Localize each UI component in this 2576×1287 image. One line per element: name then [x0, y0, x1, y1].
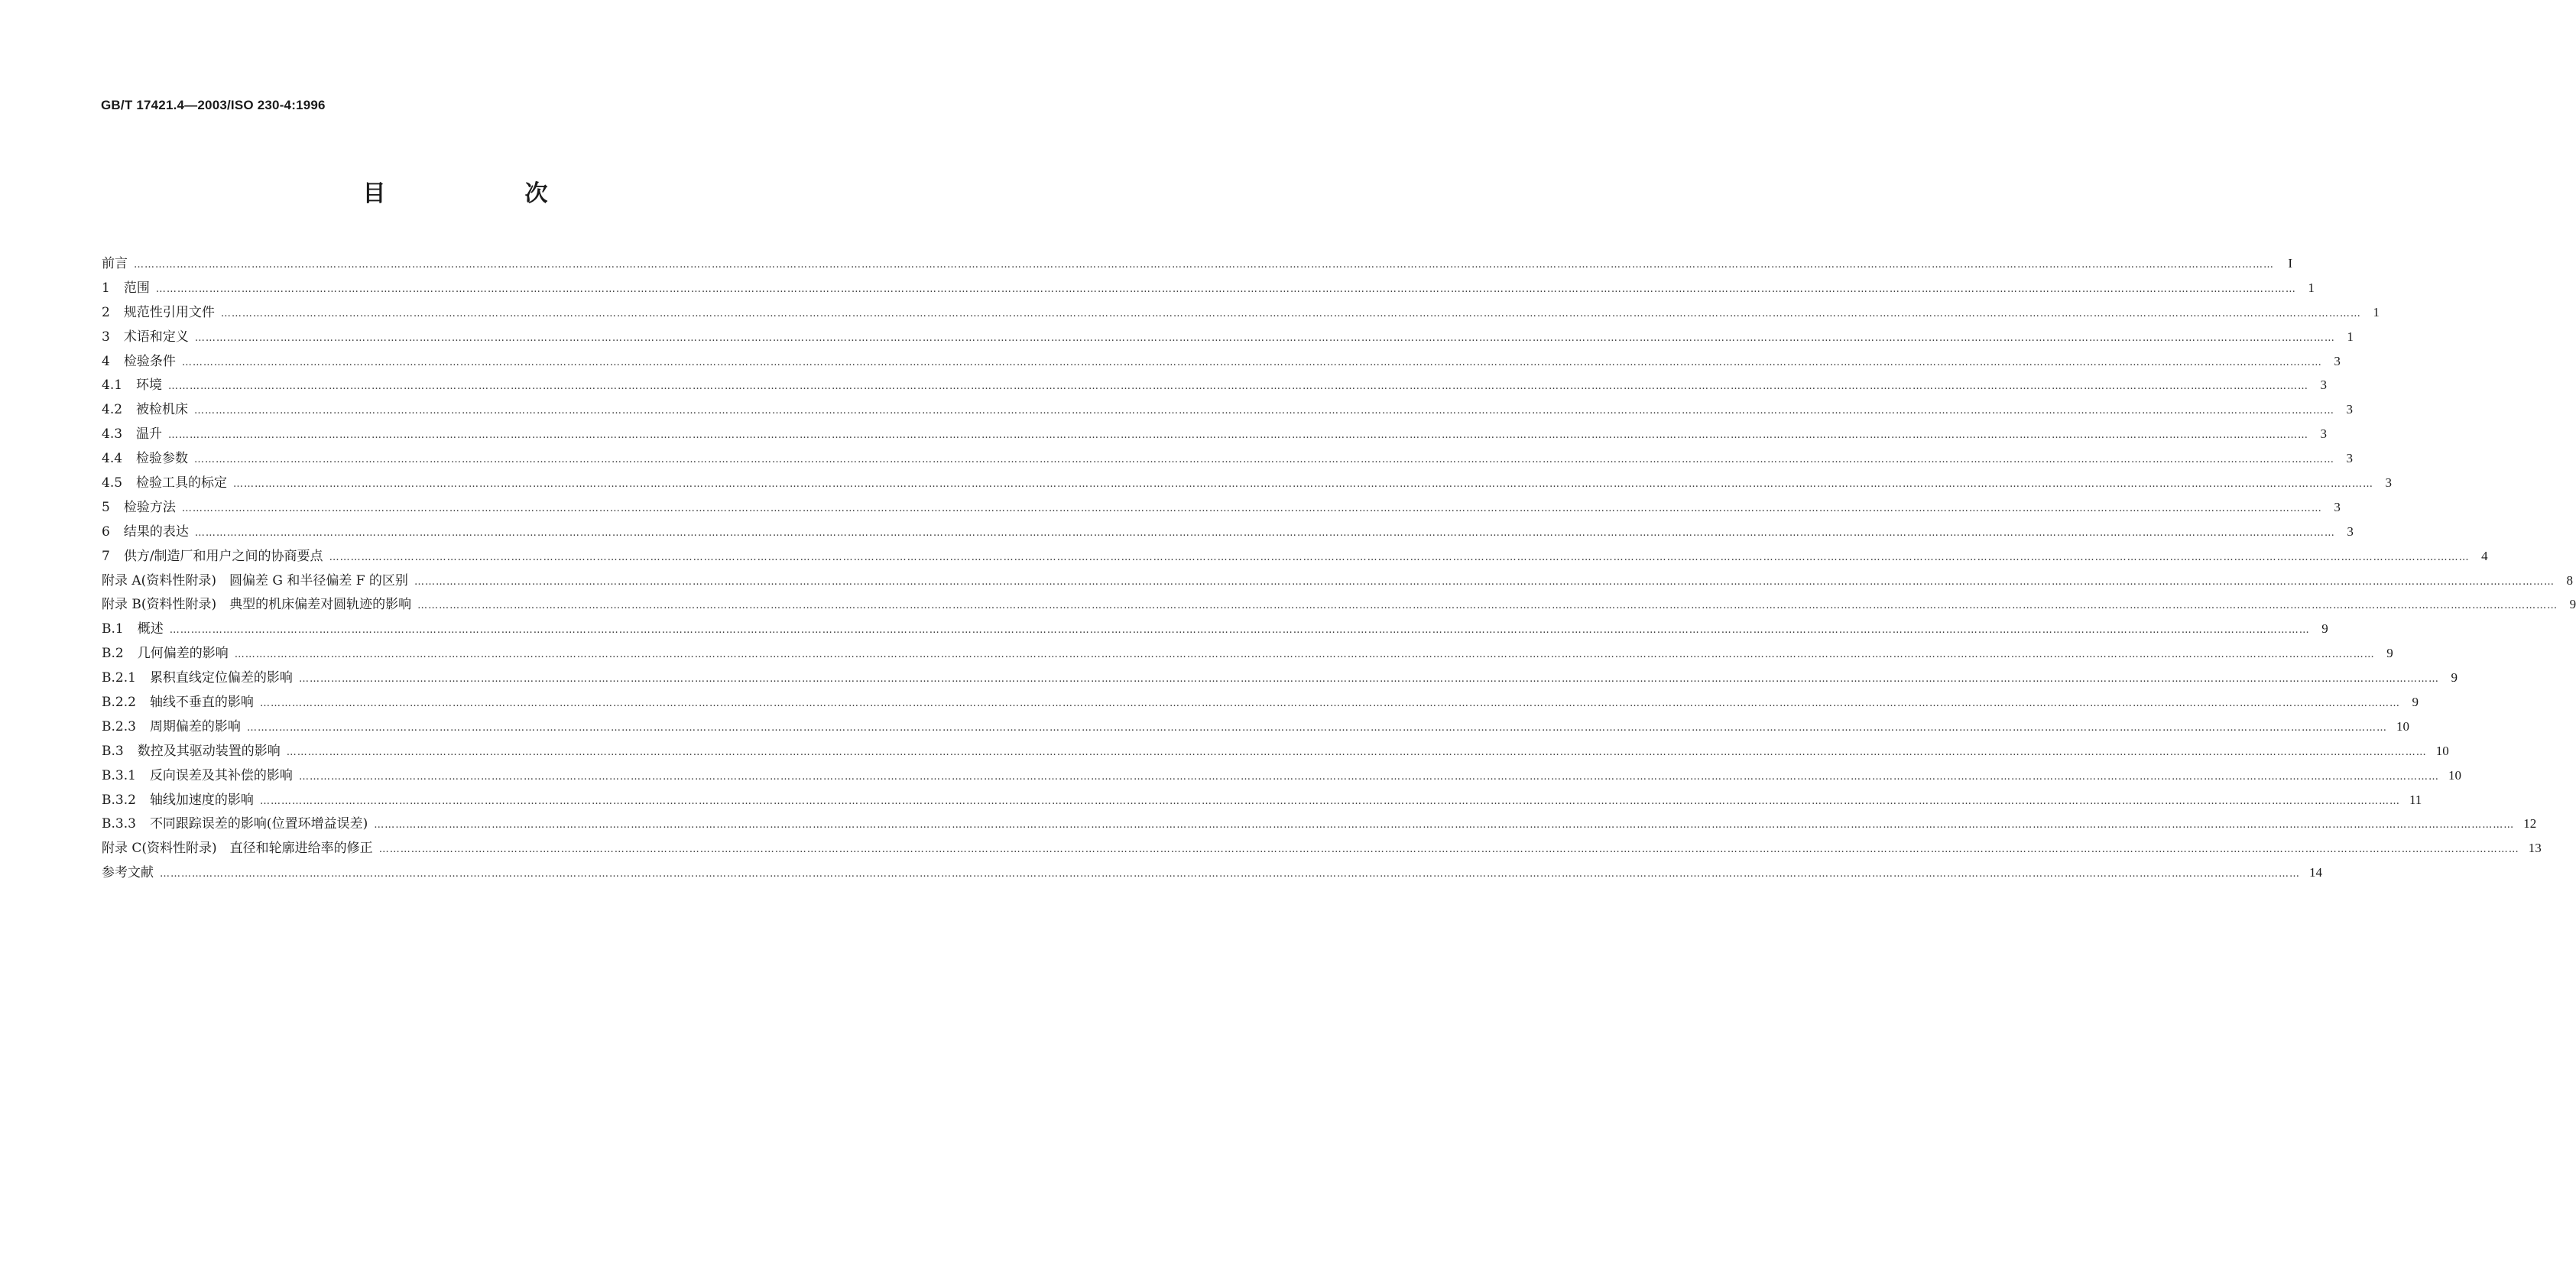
toc-entry[interactable]	[102, 374, 2328, 398]
toc-entry-number: B.2.3	[102, 718, 136, 734]
toc-entry-label	[102, 374, 168, 393]
toc-entry[interactable]	[102, 423, 2328, 447]
toc-page-number: 3	[2347, 524, 2354, 539]
toc-entry-label	[102, 691, 260, 710]
toc-page-number: 4	[2481, 548, 2488, 563]
toc-entry-label	[102, 520, 195, 540]
toc-entry[interactable]	[102, 691, 2419, 715]
toc-entry-label	[102, 764, 299, 783]
toc-leader-dots: ……………………………………………………………………………………………………………………………………………………………………………………………………………………………………………………………………………………………………………………………………………………………………………………………………………………………………………………………………………………………………………………………………………………	[169, 624, 2310, 637]
toc-entry[interactable]	[102, 447, 2354, 472]
toc-leader-dots: ……………………………………………………………………………………………………………………………………………………………………………………………………………………………………………………………………………………………………………………………………………………………………………………………………………………………………………………………………………………………………………………………………………………	[220, 307, 2361, 319]
toc-page-number: 3	[2320, 378, 2328, 393]
toc-leader-dots: ……………………………………………………………………………………………………………………………………………………………………………………………………………………………………………………………………………………………………………………………………………………………………………………………………………………………………………………………………………………………………………………………………………………	[194, 332, 2335, 344]
toc-entry[interactable]	[102, 812, 2537, 837]
toc-entry-title: 检验条件	[123, 353, 176, 369]
toc-entry-title: 参考文献	[102, 865, 154, 881]
toc-leader-dots: ……………………………………………………………………………………………………………………………………………………………………………………………………………………………………………………………………………………………………………………………………………………………………………………………………………………………………………………………………………………………………………………………………………………	[194, 405, 2335, 417]
toc-leader-dots: ……………………………………………………………………………………………………………………………………………………………………………………………………………………………………………………………………………………………………………………………………………………………………………………………………………………………………………………………………………………………………………………………………………………	[181, 356, 2322, 368]
toc-leader-dots: ……………………………………………………………………………………………………………………………………………………………………………………………………………………………………………………………………………………………………………………………………………………………………………………………………………………………………………………………………………………………………………………………………………………	[246, 721, 2387, 734]
toc-entry[interactable]	[102, 350, 2341, 374]
toc-leader-dots: ……………………………………………………………………………………………………………………………………………………………………………………………………………………………………………………………………………………………………………………………………………………………………………………………………………………………………………………………………………………………………………………………………………………	[259, 698, 2400, 710]
toc-entry-title: 术语和定义	[123, 329, 189, 345]
toc-entry-title: 轴线不垂直的影响	[149, 695, 254, 711]
toc-entry-title: 检验方法	[123, 499, 176, 515]
toc-entry-label	[102, 350, 182, 369]
toc-entry-number: 3	[102, 329, 110, 345]
toc-entry-title: 附录 C(资料性附录) 直径和轮廓进给率的修正	[102, 841, 373, 857]
toc-page-number: 3	[2346, 402, 2354, 417]
toc-entry-title: 几何偏差的影响	[137, 646, 229, 662]
toc-page-number: I	[2288, 256, 2292, 271]
toc-entry-label	[102, 666, 299, 686]
toc-entry[interactable]	[102, 472, 2393, 496]
toc-entry-title: 累积直线定位偏差的影响	[149, 670, 293, 686]
toc-entry-title: 附录 B(资料性附录) 典型的机床偏差对圆轨迹的影响	[102, 597, 412, 613]
toc-entry-label	[102, 715, 247, 734]
toc-entry[interactable]	[102, 569, 2573, 594]
toc-entry[interactable]	[102, 277, 2315, 301]
toc-leader-dots: ……………………………………………………………………………………………………………………………………………………………………………………………………………………………………………………………………………………………………………………………………………………………………………………………………………………………………………………………………………………………………………………………………………………	[374, 819, 2515, 832]
toc-page-number: 3	[2320, 426, 2328, 442]
toc-page-number: 10	[2396, 718, 2409, 734]
toc-entry-number: 4.2	[102, 402, 123, 418]
toc-entry-number: 5	[102, 499, 110, 515]
toc-page-number: 9	[2386, 646, 2393, 661]
toc-entry-title: 供方/制造厂和用户之间的协商要点	[123, 548, 323, 564]
toc-entry-label	[102, 326, 195, 345]
toc-leader-dots: ……………………………………………………………………………………………………………………………………………………………………………………………………………………………………………………………………………………………………………………………………………………………………………………………………………………………………………………………………………………………………………………………………………………	[181, 502, 2322, 514]
toc-entry-label	[102, 447, 194, 466]
toc-entry-title: 规范性引用文件	[123, 304, 215, 320]
toc-entry-title: 检验参数	[136, 451, 189, 467]
toc-entry[interactable]	[102, 496, 2341, 520]
toc-entry[interactable]	[102, 764, 2461, 789]
toc-leader-dots: ……………………………………………………………………………………………………………………………………………………………………………………………………………………………………………………………………………………………………………………………………………………………………………………………………………………………………………………………………………………………………………………………………………………	[298, 770, 2439, 783]
toc-leader-dots: ……………………………………………………………………………………………………………………………………………………………………………………………………………………………………………………………………………………………………………………………………………………………………………………………………………………………………………………………………………………………………………………………………………………	[417, 600, 2558, 612]
toc-entry-number: 4.3	[102, 426, 123, 443]
toc-entry-number: B.3.2	[102, 792, 136, 808]
toc-leader-dots: ……………………………………………………………………………………………………………………………………………………………………………………………………………………………………………………………………………………………………………………………………………………………………………………………………………………………………………………………………………………………………………………………………………………	[259, 795, 2400, 807]
toc-entry-label	[102, 812, 374, 832]
toc-entry-label	[102, 398, 194, 417]
toc-leader-dots: ……………………………………………………………………………………………………………………………………………………………………………………………………………………………………………………………………………………………………………………………………………………………………………………………………………………………………………………………………………………………………………………………………………………	[329, 551, 2470, 563]
toc-entry-number: 6	[102, 524, 110, 540]
toc-entry-title: 附录 A(资料性附录) 圆偏差 G 和半径偏差 F 的区别	[102, 572, 408, 588]
toc-page-number: 9	[2412, 695, 2419, 710]
toc-entry[interactable]	[102, 545, 2488, 569]
toc-leader-dots: ……………………………………………………………………………………………………………………………………………………………………………………………………………………………………………………………………………………………………………………………………………………………………………………………………………………………………………………………………………………………………………………………………………………	[155, 283, 2296, 295]
toc-entry-label	[102, 740, 287, 759]
toc-entry-title: 被检机床	[136, 402, 189, 418]
toc-leader-dots: ……………………………………………………………………………………………………………………………………………………………………………………………………………………………………………………………………………………………………………………………………………………………………………………………………………………………………………………………………………………………………………………………………………………	[286, 746, 2427, 758]
toc-page-number: 8	[2566, 572, 2573, 588]
toc-entry-title: 范围	[123, 280, 150, 296]
toc-entry-title: 不同跟踪误差的影响(位置环增益误差)	[149, 816, 368, 832]
standard-number: GB/T 17421.4—2003/ISO 230-4:1996	[101, 98, 326, 112]
toc-entry-number: B.2.2	[102, 695, 136, 711]
toc-entry-title: 概述	[137, 621, 164, 637]
toc-entry-label	[102, 861, 160, 880]
toc-page-number: 3	[2346, 451, 2354, 466]
toc-page-number: 13	[2528, 841, 2542, 856]
toc-entry-number: B.2.1	[102, 670, 136, 686]
toc-entry-number: B.3.3	[102, 816, 136, 832]
toc-leader-dots: ……………………………………………………………………………………………………………………………………………………………………………………………………………………………………………………………………………………………………………………………………………………………………………………………………………………………………………………………………………………………………………………………………………………	[194, 454, 2335, 466]
toc-entry-label	[102, 593, 417, 612]
toc-page-number: 3	[2385, 475, 2393, 491]
toc-entry-number: 1	[102, 280, 110, 296]
toc-entry[interactable]	[102, 740, 2449, 764]
toc-page-number: 1	[2373, 304, 2380, 319]
toc-entry[interactable]	[102, 252, 2292, 277]
toc-entry[interactable]	[102, 593, 2576, 618]
toc-page-number: 11	[2409, 792, 2422, 807]
toc-page-number: 3	[2334, 353, 2341, 368]
toc-entry-label	[102, 496, 182, 515]
toc-entry[interactable]	[102, 715, 2409, 740]
toc-entry-label	[102, 301, 221, 320]
toc-entry-label	[102, 618, 170, 637]
toc-leader-dots: ……………………………………………………………………………………………………………………………………………………………………………………………………………………………………………………………………………………………………………………………………………………………………………………………………………………………………………………………………………………………………………………………………………………	[168, 381, 2309, 393]
toc-entry-label	[102, 423, 168, 442]
toc-entry[interactable]	[102, 837, 2542, 861]
toc-entry-number: 4.1	[102, 378, 123, 394]
toc-entry-label	[102, 837, 379, 856]
toc-entry[interactable]	[102, 326, 2354, 350]
toc-page-number: 3	[2334, 499, 2341, 514]
toc-page-number: 9	[2569, 597, 2576, 612]
toc-leader-dots: ……………………………………………………………………………………………………………………………………………………………………………………………………………………………………………………………………………………………………………………………………………………………………………………………………………………………………………………………………………………………………………………………………………………	[194, 527, 2335, 539]
toc-entry-number: B.3	[102, 743, 124, 759]
toc-leader-dots: ……………………………………………………………………………………………………………………………………………………………………………………………………………………………………………………………………………………………………………………………………………………………………………………………………………………………………………………………………………………………………………………………………………………	[234, 649, 2375, 661]
toc-entry[interactable]	[102, 789, 2422, 813]
toc-entry-label	[102, 472, 233, 491]
toc-entry-title: 温升	[136, 426, 163, 443]
toc-entry[interactable]	[102, 666, 2458, 691]
toc-entry-label	[102, 642, 235, 661]
toc-entry-number: B.2	[102, 646, 124, 662]
toc-entry-title: 检验工具的标定	[136, 475, 228, 491]
toc-leader-dots: ……………………………………………………………………………………………………………………………………………………………………………………………………………………………………………………………………………………………………………………………………………………………………………………………………………………………………………………………………………………………………………………………………………………	[160, 868, 2300, 880]
toc-entry-label	[102, 277, 156, 296]
toc-entry-title: 数控及其驱动装置的影响	[137, 743, 281, 759]
toc-entry-number: B.3.1	[102, 767, 136, 783]
toc-entry[interactable]	[102, 398, 2354, 423]
page-title: 目 次	[362, 180, 606, 207]
toc-entry-number: 7	[102, 548, 110, 564]
toc-leader-dots: ……………………………………………………………………………………………………………………………………………………………………………………………………………………………………………………………………………………………………………………………………………………………………………………………………………………………………………………………………………………………………………………………………………………	[168, 430, 2309, 442]
toc-entry-number: 2	[102, 304, 110, 320]
toc-entry-number: 4	[102, 353, 110, 369]
toc-page-number: 14	[2309, 865, 2322, 880]
toc-leader-dots: ……………………………………………………………………………………………………………………………………………………………………………………………………………………………………………………………………………………………………………………………………………………………………………………………………………………………………………………………………………………………………………………………………………………	[298, 673, 2439, 686]
toc-entry-title: 环境	[136, 378, 163, 394]
toc-entry-number: 4.5	[102, 475, 123, 491]
toc-entry[interactable]	[102, 618, 2328, 642]
toc-page-number: 1	[2308, 280, 2315, 295]
toc-page-number: 9	[2321, 621, 2328, 637]
toc-page-number: 1	[2347, 329, 2354, 344]
toc-entry-number: B.1	[102, 621, 124, 637]
toc-leader-dots: ……………………………………………………………………………………………………………………………………………………………………………………………………………………………………………………………………………………………………………………………………………………………………………………………………………………………………………………………………………………………………………………………………………………	[414, 575, 2555, 588]
toc-page-number: 10	[2448, 767, 2461, 783]
toc-entry-title: 前言	[102, 256, 128, 271]
toc-entry-title: 结果的表达	[123, 524, 189, 540]
toc-page-number: 10	[2435, 743, 2449, 758]
toc-page-number: 9	[2451, 670, 2458, 686]
toc-page-number: 12	[2523, 816, 2537, 832]
toc-entry-label	[102, 545, 329, 564]
toc-entry-label	[102, 252, 134, 271]
toc-entry[interactable]	[102, 301, 2380, 326]
toc-entry-label	[102, 569, 414, 588]
table-of-contents	[102, 252, 2576, 886]
toc-leader-dots: ……………………………………………………………………………………………………………………………………………………………………………………………………………………………………………………………………………………………………………………………………………………………………………………………………………………………………………………………………………………………………………………………………………………	[134, 259, 2274, 271]
toc-leader-dots: ……………………………………………………………………………………………………………………………………………………………………………………………………………………………………………………………………………………………………………………………………………………………………………………………………………………………………………………………………………………………………………………………………………………	[233, 478, 2374, 491]
toc-entry-label	[102, 789, 260, 808]
toc-leader-dots: ……………………………………………………………………………………………………………………………………………………………………………………………………………………………………………………………………………………………………………………………………………………………………………………………………………………………………………………………………………………………………………………………………………………	[378, 844, 2519, 856]
toc-entry-number: 4.4	[102, 451, 123, 467]
toc-entry[interactable]	[102, 520, 2354, 545]
toc-entry[interactable]	[102, 642, 2393, 666]
toc-entry-title: 反向误差及其补偿的影响	[149, 767, 293, 783]
toc-entry-title: 轴线加速度的影响	[149, 792, 254, 808]
toc-entry[interactable]	[102, 861, 2322, 886]
toc-entry-title: 周期偏差的影响	[149, 718, 241, 734]
